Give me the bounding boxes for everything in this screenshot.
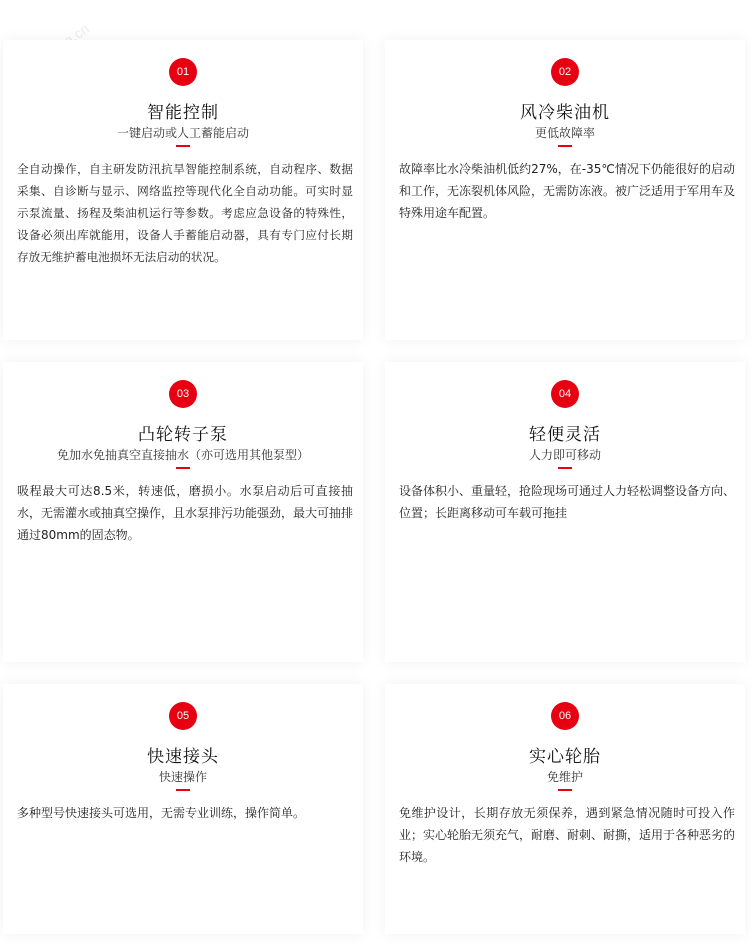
red-divider bbox=[176, 467, 190, 469]
card-subtitle: 快速操作 bbox=[158, 770, 207, 784]
card-title: 实心轮胎 bbox=[529, 747, 601, 767]
number-badge: 01 bbox=[169, 58, 197, 86]
card-title: 快速接头 bbox=[147, 747, 219, 767]
red-divider bbox=[176, 789, 190, 791]
number-badge: 06 bbox=[551, 702, 579, 730]
card-body: 吸程最大可达8.5米，转速低，磨损小。水泵启动后可直接抽水，无需灌水或抽真空操作，且水泵排污功能强劲，最大可抽排通过80mm的固态物。 bbox=[17, 484, 354, 542]
feature-card-solid-tire bbox=[385, 684, 745, 934]
feature-card-portable bbox=[385, 362, 745, 662]
card-body: 设备体积小、重量轻，抢险现场可通过人力轻松调整设备方向、位置；长距离移动可车载可拖挂 bbox=[399, 484, 736, 520]
red-divider bbox=[558, 145, 572, 147]
feature-card-air-cooled-diesel bbox=[385, 40, 745, 340]
feature-card-intelligent-control bbox=[3, 40, 363, 340]
card-title: 风冷柴油机 bbox=[520, 103, 610, 123]
card-body: 故障率比水冷柴油机低约27%，在-35℃情况下仍能很好的启动和工作，无冻裂机体风险，无需防冻液。被广泛适用于军用车及特殊用途车配置。 bbox=[399, 162, 736, 220]
card-subtitle: 更低故障率 bbox=[534, 126, 595, 140]
card-subtitle: 一键启动或人工蓄能启动 bbox=[116, 126, 249, 140]
card-title: 凸轮转子泵 bbox=[138, 425, 228, 445]
red-divider bbox=[558, 789, 572, 791]
card-title: 智能控制 bbox=[147, 103, 219, 123]
card-subtitle: 免维护 bbox=[546, 770, 583, 784]
number-badge: 02 bbox=[551, 58, 579, 86]
card-subtitle: 人力即可移动 bbox=[528, 448, 601, 462]
feature-card-lobe-pump bbox=[3, 362, 363, 662]
card-body: 全自动操作，自主研发防汛抗旱智能控制系统，自动程序、数据采集、自诊断与显示、网络监控等现代化全自动功能。可实时显示泵流量、扬程及柴油机运行等参数。考虑应急设备的特殊性，设备必须出库就能用，设备人手蓄能启动器，具有专门应付长期存放无维护蓄电池损坏无法启动的状况。 bbox=[17, 162, 353, 264]
number-badge: 04 bbox=[551, 380, 579, 408]
red-divider bbox=[558, 467, 572, 469]
card-body: 免维护设计，长期存放无须保养，遇到紧急情况随时可投入作业；实心轮胎无须充气，耐磨、耐刺、耐撕，适用于各种恶劣的环境。 bbox=[399, 806, 736, 864]
card-title: 轻便灵活 bbox=[529, 425, 601, 445]
card-body: 多种型号快速接头可选用，无需专业训练，操作简单。 bbox=[17, 806, 306, 820]
feature-card-quick-connector bbox=[3, 684, 363, 934]
card-subtitle: 免加水免抽真空直接抽水（亦可选用其他泵型） bbox=[56, 448, 309, 462]
red-divider bbox=[176, 145, 190, 147]
number-badge: 03 bbox=[169, 380, 197, 408]
number-badge: 05 bbox=[169, 702, 197, 730]
